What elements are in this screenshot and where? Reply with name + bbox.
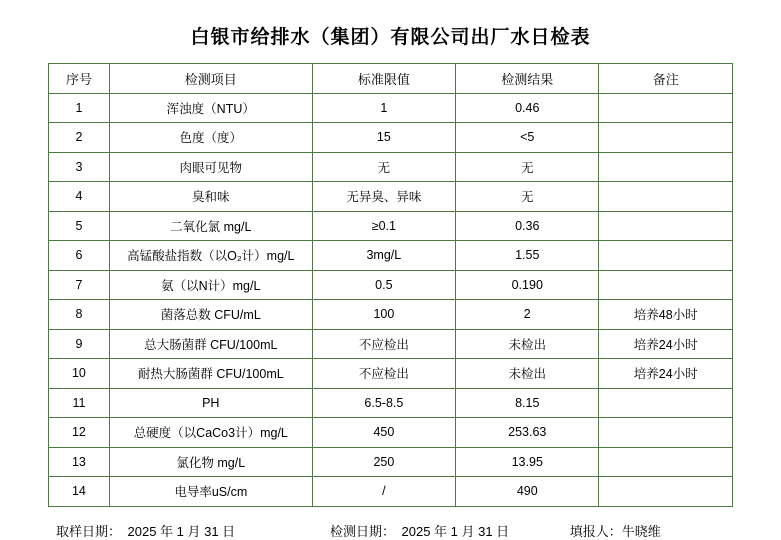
cell-item: 氯化物 mg/L	[109, 447, 312, 477]
cell-note	[599, 182, 733, 212]
cell-result: 未检出	[456, 329, 599, 359]
cell-note	[599, 152, 733, 182]
cell-note: 培养24小时	[599, 329, 733, 359]
cell-std: /	[312, 477, 455, 507]
cell-item: 臭和味	[109, 182, 312, 212]
cell-item: 肉眼可见物	[109, 152, 312, 182]
cell-no: 5	[49, 211, 110, 241]
table-row	[49, 152, 733, 182]
cell-item: 浑浊度（NTU）	[109, 93, 312, 123]
cell-std: 不应检出	[312, 359, 455, 389]
page-title: 白银市给排水（集团）有限公司出厂水日检表	[190, 27, 591, 48]
cell-result: 13.95	[456, 447, 599, 477]
table-container	[0, 63, 781, 507]
table-row	[49, 359, 733, 389]
table-row	[49, 182, 733, 212]
cell-item: 二氧化氯 mg/L	[109, 211, 312, 241]
cell-std: 1	[312, 93, 455, 123]
table-row	[49, 477, 733, 507]
cell-result: 1.55	[456, 241, 599, 271]
cell-item: 耐热大肠菌群 CFU/100mL	[109, 359, 312, 389]
cell-no: 11	[49, 388, 110, 418]
cell-std: 无	[312, 152, 455, 182]
cell-item: 总硬度（以CaCo3计）mg/L	[109, 418, 312, 448]
cell-std: 3mg/L	[312, 241, 455, 271]
table-row	[49, 447, 733, 477]
table-row	[49, 418, 733, 448]
cell-no: 4	[49, 182, 110, 212]
column-header-no: 序号	[49, 64, 110, 94]
cell-std: 0.5	[312, 270, 455, 300]
cell-no: 1	[49, 93, 110, 123]
cell-result: 未检出	[456, 359, 599, 389]
cell-item: 氨（以N计）mg/L	[109, 270, 312, 300]
cell-note	[599, 93, 733, 123]
cell-note	[599, 241, 733, 271]
cell-item: 菌落总数 CFU/mL	[109, 300, 312, 330]
cell-item: PH	[109, 388, 312, 418]
cell-note	[599, 388, 733, 418]
table-row	[49, 300, 733, 330]
sample-date-label: 取样日期： 2025 年 1 月 31 日	[56, 523, 236, 539]
cell-note	[599, 418, 733, 448]
cell-item: 总大肠菌群 CFU/100mL	[109, 329, 312, 359]
cell-std: 15	[312, 123, 455, 153]
cell-std: 100	[312, 300, 455, 330]
table-header-row	[49, 64, 733, 94]
cell-item: 电导率uS/cm	[109, 477, 312, 507]
test-date-label: 检测日期： 2025 年 1 月 31 日	[330, 523, 510, 539]
cell-note	[599, 211, 733, 241]
cell-std: 不应检出	[312, 329, 455, 359]
table-row	[49, 270, 733, 300]
cell-result: 8.15	[456, 388, 599, 418]
cell-no: 6	[49, 241, 110, 271]
cell-note	[599, 477, 733, 507]
cell-item: 高锰酸盐指数（以O₂计）mg/L	[109, 241, 312, 271]
cell-std: 450	[312, 418, 455, 448]
cell-no: 8	[49, 300, 110, 330]
cell-result: 无	[456, 152, 599, 182]
cell-no: 14	[49, 477, 110, 507]
cell-result: 0.36	[456, 211, 599, 241]
cell-note: 培养48小时	[599, 300, 733, 330]
cell-std: 无异臭、异味	[312, 182, 455, 212]
cell-note: 培养24小时	[599, 359, 733, 389]
cell-result: 253.63	[456, 418, 599, 448]
cell-std: 6.5-8.5	[312, 388, 455, 418]
column-header-result: 检测结果	[456, 64, 599, 94]
cell-result: 490	[456, 477, 599, 507]
cell-result: 无	[456, 182, 599, 212]
cell-no: 9	[49, 329, 110, 359]
cell-result: 2	[456, 300, 599, 330]
reporter-label: 填报人：牛晓维	[569, 523, 661, 539]
cell-note	[599, 123, 733, 153]
table-body	[49, 93, 733, 506]
cell-no: 2	[49, 123, 110, 153]
cell-result: <5	[456, 123, 599, 153]
cell-std: ≥0.1	[312, 211, 455, 241]
table-row	[49, 123, 733, 153]
column-header-item: 检测项目	[109, 64, 312, 94]
cell-result: 0.190	[456, 270, 599, 300]
table-header	[49, 64, 733, 94]
cell-std: 250	[312, 447, 455, 477]
table-row	[49, 211, 733, 241]
table-row	[49, 241, 733, 271]
cell-note	[599, 447, 733, 477]
table-row	[49, 388, 733, 418]
cell-result: 0.46	[456, 93, 599, 123]
cell-no: 3	[49, 152, 110, 182]
column-header-std: 标准限值	[312, 64, 455, 94]
column-header-note: 备注	[599, 64, 733, 94]
table-row	[49, 329, 733, 359]
cell-no: 7	[49, 270, 110, 300]
water-quality-table	[48, 63, 733, 507]
cell-note	[599, 270, 733, 300]
cell-no: 13	[49, 447, 110, 477]
cell-no: 12	[49, 418, 110, 448]
table-row	[49, 93, 733, 123]
cell-no: 10	[49, 359, 110, 389]
cell-item: 色度（度）	[109, 123, 312, 153]
